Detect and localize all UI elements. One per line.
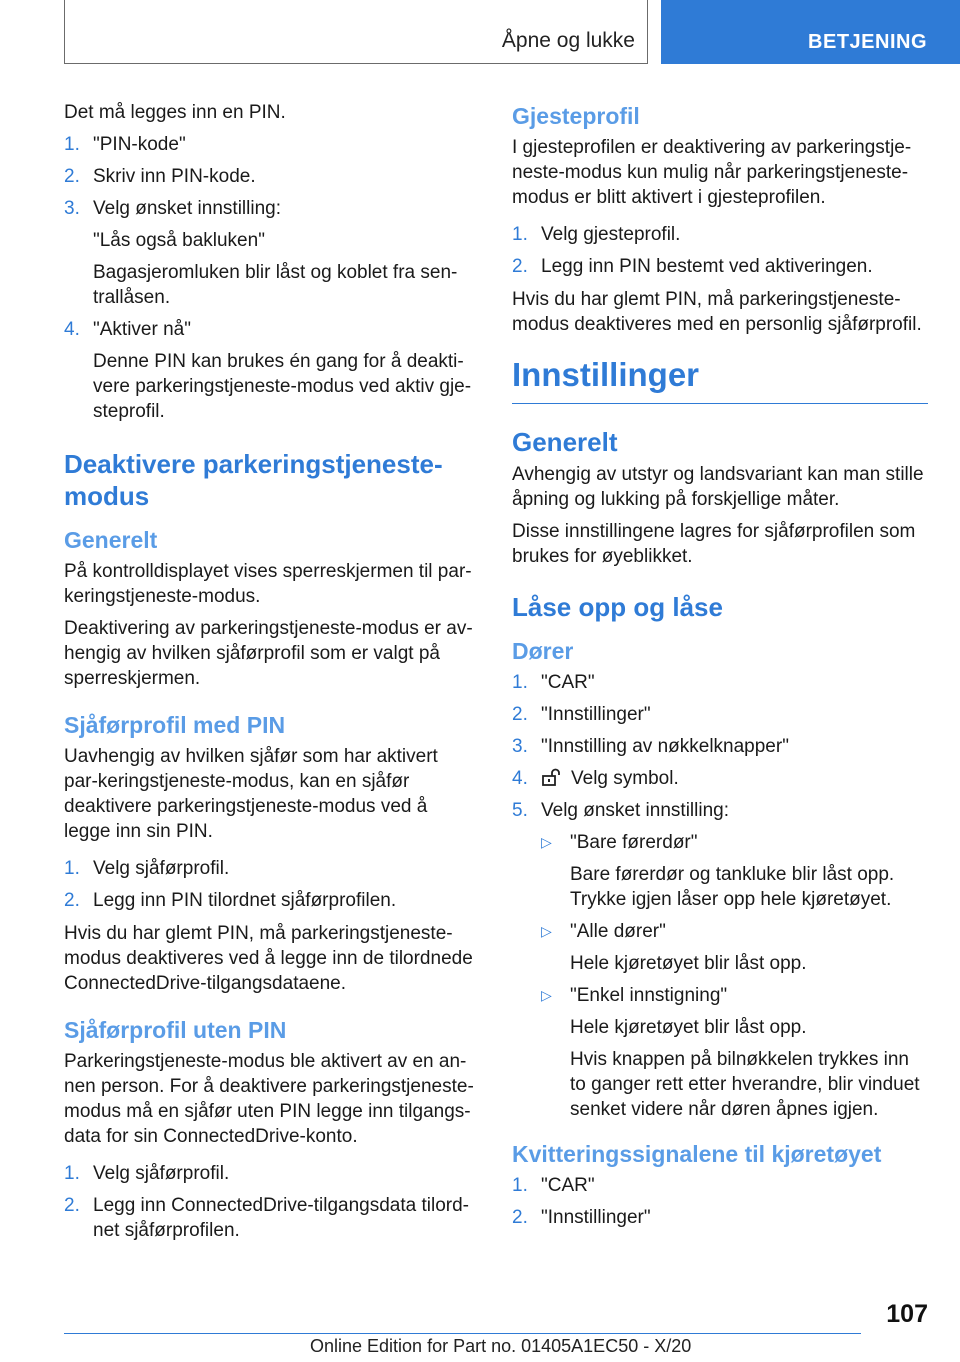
step-number: 1. <box>512 224 528 245</box>
step-text: Legg inn PIN bestemt ved aktiveringen. <box>541 256 873 277</box>
footer-divider <box>64 1333 861 1334</box>
option-description: Hvis knappen på bilnøkkelen trykkes inn to ganger rett etter hverandre, blir vinduet senket videre når døren åpnes igjen. <box>570 1049 920 1120</box>
option-label: "Enkel innstigning" <box>570 985 728 1006</box>
header-section-box <box>64 0 648 64</box>
list-item <box>512 702 928 727</box>
paragraph: Uavhengig av hvilken sjåfør som har aktivert par-keringstjeneste-modus, kan en sjåfør deaktivere parkeringstjeneste-modus ved å legge inn sin PIN. <box>64 746 438 842</box>
driver-no-pin-steps-list <box>64 1161 476 1243</box>
list-item <box>512 766 928 791</box>
step-text: Velg ønsket innstilling: <box>541 800 729 821</box>
subsection-heading: Gjesteprofil <box>512 103 640 129</box>
step-number: 1. <box>512 672 528 693</box>
step-text: "CAR" <box>541 1175 595 1196</box>
section-heading: Deaktivere parkeringstjeneste-modus <box>64 449 443 511</box>
paragraph: Parkeringstjeneste-modus ble aktivert av en an-nen person. For å deaktivere parkeringstjeneste-modus må en sjåfør uten PIN legge inn tilgangs-data for sin ConnectedDrive-konto. <box>64 1051 474 1147</box>
chapter-heading: Innstillinger <box>512 355 928 404</box>
step-text: "PIN-kode" <box>93 134 186 155</box>
list-item <box>512 734 928 759</box>
step-text: Velg ønsket innstilling: <box>93 198 281 219</box>
step-number: 2. <box>512 1207 528 1228</box>
step-number: 4. <box>512 768 528 789</box>
guest-steps-list <box>512 222 928 279</box>
list-item <box>512 1205 928 1230</box>
chapter-title: BETJENING <box>808 31 927 53</box>
step-text: "Innstilling av nøkkelknapper" <box>541 736 789 757</box>
step-text: "Innstillinger" <box>541 704 651 725</box>
right-column <box>512 100 928 1238</box>
option-item <box>541 830 928 912</box>
option-item <box>541 919 928 976</box>
lock-open-icon <box>541 768 563 786</box>
step-subtext: "Lås også bakluken" <box>93 230 265 251</box>
step-text: Velg sjåførprofil. <box>93 858 230 879</box>
list-item <box>64 856 476 881</box>
list-item <box>512 222 928 247</box>
step-text: "CAR" <box>541 672 595 693</box>
triangle-bullet-icon: ▷ <box>541 834 552 850</box>
step-subtext: Bagasjeromluken blir låst og koblet fra sen-trallåsen. <box>93 262 458 308</box>
option-description: Hele kjøretøyet blir låst opp. <box>570 1017 807 1038</box>
list-item <box>64 1193 476 1243</box>
step-text: "Aktiver nå" <box>93 319 191 340</box>
step-number: 1. <box>512 1175 528 1196</box>
list-item <box>64 1161 476 1186</box>
step-text: Skriv inn PIN-kode. <box>93 166 256 187</box>
subsection-heading: Sjåførprofil uten PIN <box>64 1017 287 1043</box>
list-item <box>64 164 476 189</box>
step-text: Velg gjesteprofil. <box>541 224 681 245</box>
option-label: "Alle dører" <box>570 921 666 942</box>
step-text: Legg inn ConnectedDrive-tilgangsdata tilord-net sjåførprofilen. <box>93 1195 470 1241</box>
option-description: Bare førerdør og tankluke blir låst opp. Trykke igjen låser opp hele kjøretøyet. <box>570 864 895 910</box>
paragraph: På kontrolldisplayet vises sperreskjermen til par-keringstjeneste-modus. <box>64 561 472 607</box>
section-title: Åpne og lukke <box>501 29 635 52</box>
step-text: Velg sjåførprofil. <box>93 1163 230 1184</box>
paragraph: I gjesteprofilen er deaktivering av parkeringstje-neste-modus kun mulig når parkeringstjeneste-modus er blitt aktivert i gjesteprofilen. <box>512 137 912 208</box>
paragraph: Hvis du har glemt PIN, må parkeringstjeneste-modus deaktiveres med en personlig sjåførprofil. <box>512 289 922 335</box>
step-number: 2. <box>64 166 80 187</box>
step-number: 3. <box>64 198 80 219</box>
paragraph: Avhengig av utstyr og landsvariant kan man stille åpning og lukking på forskjellige måter. <box>512 464 924 510</box>
list-item <box>512 798 928 1122</box>
paragraph: Disse innstillingene lagres for sjåførprofilen som brukes for øyeblikket. <box>512 521 916 567</box>
pin-steps-list <box>64 132 476 424</box>
step-number: 2. <box>512 256 528 277</box>
option-item <box>541 983 928 1122</box>
step-number: 2. <box>64 890 80 911</box>
paragraph: Deaktivering av parkeringstjeneste-modus er av-hengig av hvilken sjåførprofil som er valgt på sperreskjermen. <box>64 618 473 689</box>
subsection-heading: Dører <box>512 638 574 664</box>
step-text: Velg symbol. <box>571 768 679 789</box>
subsection-heading: Generelt <box>64 527 158 553</box>
step-number: 4. <box>64 319 80 340</box>
doors-steps-list <box>512 670 928 1122</box>
intro-text: Det må legges inn en PIN. <box>64 102 286 123</box>
page-number: 107 <box>886 1300 928 1328</box>
list-item <box>512 254 928 279</box>
list-item <box>512 1173 928 1198</box>
signals-steps-list <box>512 1173 928 1230</box>
step-number: 1. <box>64 858 80 879</box>
step-text: "Innstillinger" <box>541 1207 651 1228</box>
subsection-heading: Kvitteringssignalene til kjøretøyet <box>512 1141 882 1167</box>
list-item <box>64 132 476 157</box>
section-heading: Låse opp og låse <box>512 592 723 622</box>
section-heading: Generelt <box>512 427 618 457</box>
left-column <box>64 100 476 1251</box>
driver-pin-steps-list <box>64 856 476 913</box>
list-item <box>64 196 476 310</box>
subsection-heading: Sjåførprofil med PIN <box>64 712 286 738</box>
step-number: 1. <box>64 134 80 155</box>
list-item <box>64 888 476 913</box>
option-list <box>541 830 928 1122</box>
step-number: 3. <box>512 736 528 757</box>
step-number: 1. <box>64 1163 80 1184</box>
footer-edition: Online Edition for Part no. 01405A1EC50 - X/20 <box>310 1336 692 1356</box>
paragraph: Hvis du har glemt PIN, må parkeringstjeneste-modus deaktiveres ved å legge inn de tilordnede ConnectedDrive-tilgangsdataene. <box>64 923 473 994</box>
step-number: 2. <box>512 704 528 725</box>
option-description: Hele kjøretøyet blir låst opp. <box>570 953 807 974</box>
list-item <box>512 670 928 695</box>
step-number: 5. <box>512 800 528 821</box>
step-number: 2. <box>64 1195 80 1216</box>
triangle-bullet-icon: ▷ <box>541 987 552 1003</box>
option-label: "Bare førerdør" <box>570 832 698 853</box>
list-item <box>64 317 476 424</box>
triangle-bullet-icon: ▷ <box>541 923 552 939</box>
step-text: Legg inn PIN tilordnet sjåførprofilen. <box>93 890 397 911</box>
header-chapter-tab <box>661 0 960 64</box>
step-subtext: Denne PIN kan brukes én gang for å deakti-vere parkeringstjeneste-modus ved aktiv gje-steprofil. <box>93 351 472 422</box>
